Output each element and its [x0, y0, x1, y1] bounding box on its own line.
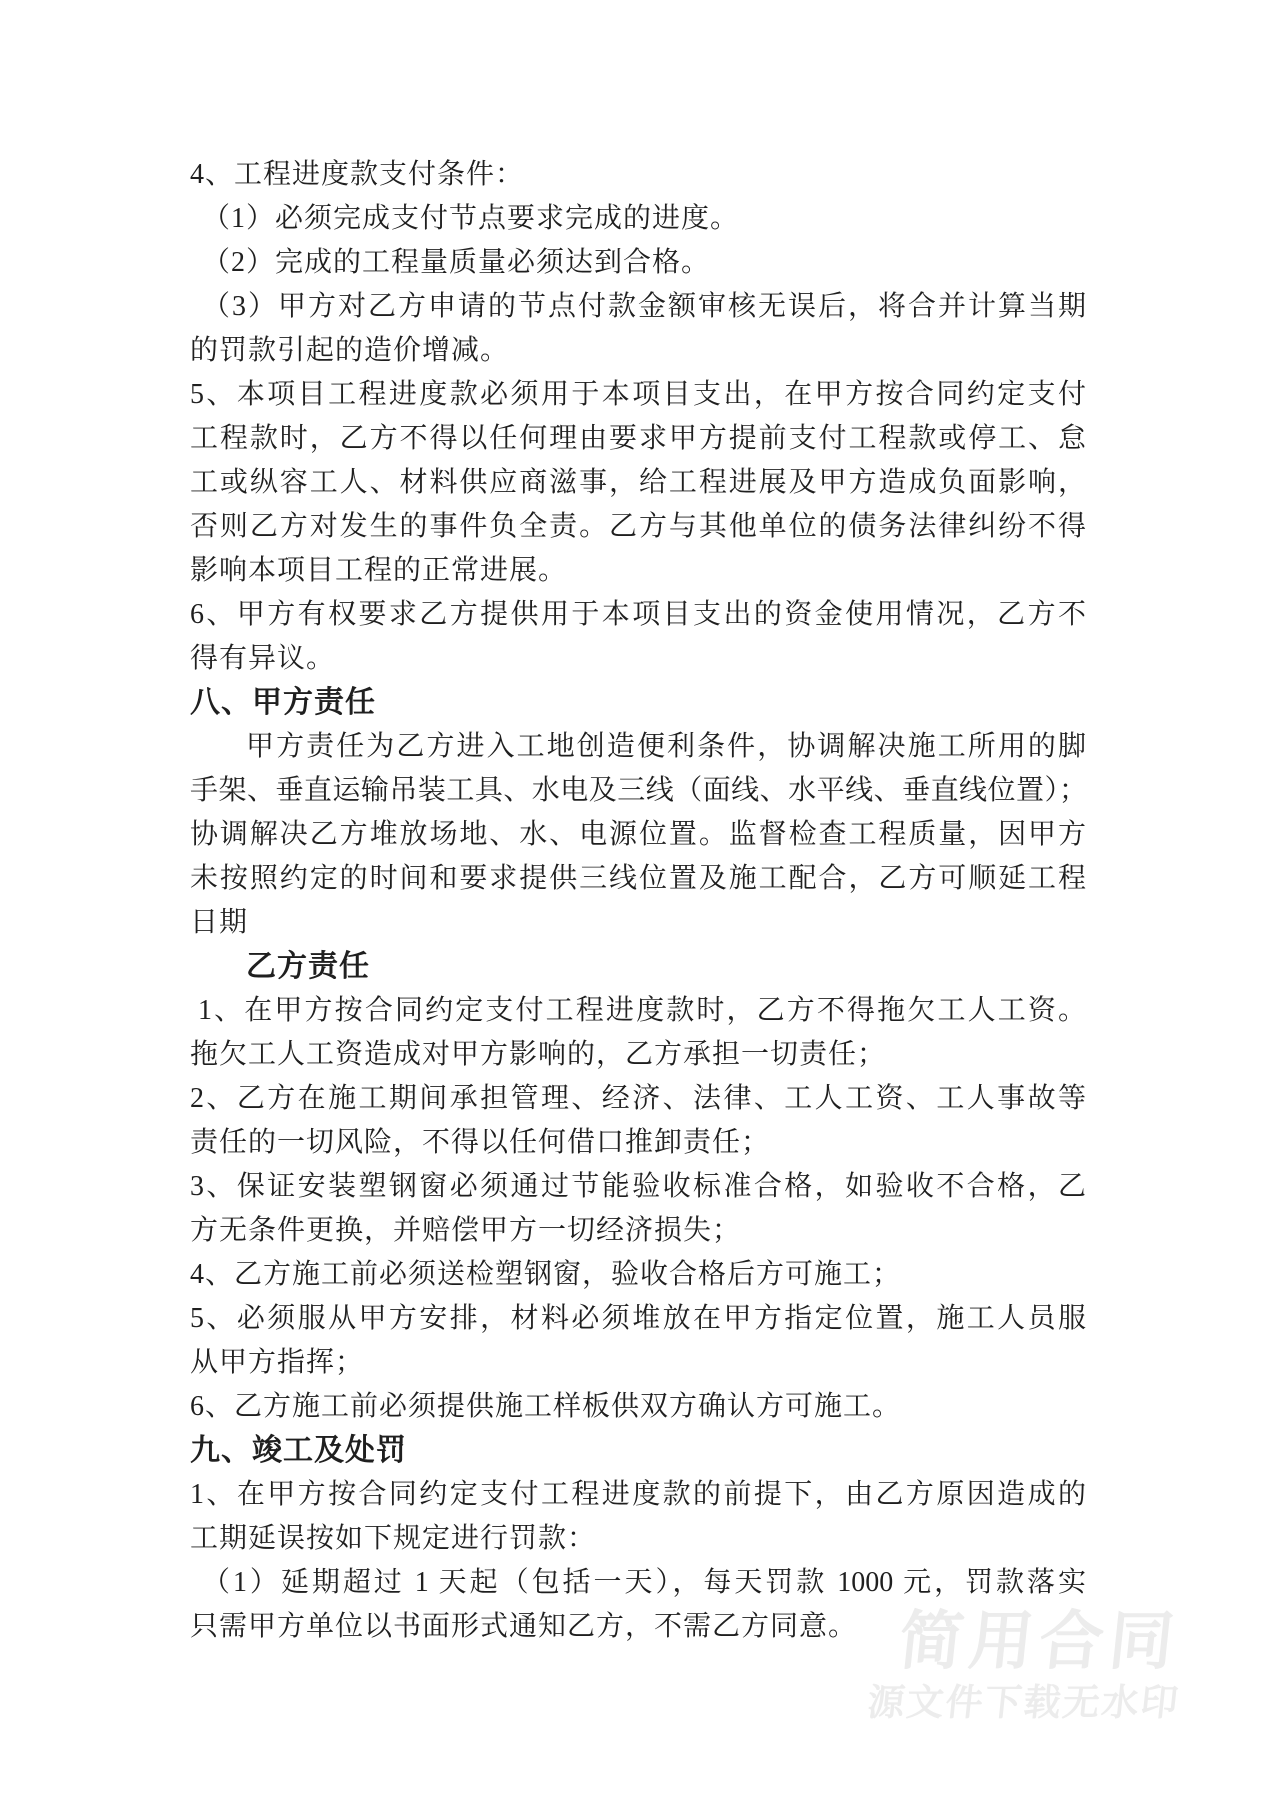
document-line: 从甲方指挥；: [190, 1347, 365, 1378]
document-line: （1）延期超过 1 天起（包括一天），每天罚款 1000 元，罚款落实: [202, 1567, 1086, 1598]
document-line: 协调解决乙方堆放场地、水、电源位置。监督检查工程质量，因甲方: [190, 819, 1086, 850]
document-line: 4、工程进度款支付条件：: [190, 159, 525, 190]
document-line: （2）完成的工程量质量必须达到合格。: [202, 247, 711, 278]
watermark-brand: 简用合同: [895, 1605, 1184, 1677]
document-line: 日期: [190, 907, 249, 938]
document-line: 责任的一切风险，不得以任何借口推卸责任；: [190, 1127, 771, 1158]
document-line: 1、在甲方按合同约定支付工程进度款时，乙方不得拖欠工人工资。: [198, 995, 1086, 1026]
document-line: 未按照约定的时间和要求提供三线位置及施工配合，乙方可顺延工程: [190, 863, 1086, 894]
document-line: 影响本项目工程的正常进展。: [190, 555, 568, 586]
document-line: 6、甲方有权要求乙方提供用于本项目支出的资金使用情况，乙方不: [190, 599, 1086, 630]
document-line: 工期延误按如下规定进行罚款：: [190, 1523, 597, 1554]
document-line: 4、乙方施工前必须送检塑钢窗，验收合格后方可施工；: [190, 1259, 902, 1290]
document-line: （3）甲方对乙方申请的节点付款金额审核无误后，将合并计算当期: [202, 291, 1086, 322]
watermark-tagline: 源文件下载无水印: [865, 1682, 1182, 1723]
document-line: 工程款时，乙方不得以任何理由要求甲方提前支付工程款或停工、怠: [190, 423, 1086, 454]
document-line: 得有异议。: [190, 643, 336, 674]
document-line: 的罚款引起的造价增减。: [190, 335, 510, 366]
document-line: 九、竣工及处罚: [190, 1434, 407, 1467]
document-line: 乙方责任: [246, 950, 370, 983]
text-block: [190, 153, 1086, 1649]
document-line: 6、乙方施工前必须提供施工样板供双方确认方可施工。: [190, 1391, 902, 1422]
document-line: 否则乙方对发生的事件负全责。乙方与其他单位的债务法律纠纷不得: [190, 511, 1086, 542]
document-line: 工或纵容工人、材料供应商滋事，给工程进展及甲方造成负面影响，: [190, 467, 1086, 498]
document-line: 手架、垂直运输吊装工具、水电及三线（面线、水平线、垂直线位置）；: [190, 775, 1086, 806]
document-line: 5、必须服从甲方安排，材料必须堆放在甲方指定位置，施工人员服: [190, 1303, 1086, 1334]
document-line: 方无条件更换，并赔偿甲方一切经济损失；: [190, 1215, 742, 1246]
document-line: 5、本项目工程进度款必须用于本项目支出，在甲方按合同约定支付: [190, 379, 1086, 410]
document-line: 甲方责任为乙方进入工地创造便利条件，协调解决施工所用的脚: [246, 731, 1086, 762]
document-line: 1、在甲方按合同约定支付工程进度款的前提下，由乙方原因造成的: [190, 1479, 1086, 1510]
document-line: 拖欠工人工资造成对甲方影响的，乙方承担一切责任；: [190, 1039, 887, 1070]
document-line: 2、乙方在施工期间承担管理、经济、法律、工人工资、工人事故等: [190, 1083, 1086, 1114]
document-line: 3、保证安装塑钢窗必须通过节能验收标准合格，如验收不合格，乙: [190, 1171, 1086, 1202]
document-line: （1）必须完成支付节点要求完成的进度。: [202, 203, 740, 234]
document-line: 只需甲方单位以书面形式通知乙方，不需乙方同意。: [190, 1611, 858, 1642]
document-line: 八、甲方责任: [190, 686, 376, 719]
